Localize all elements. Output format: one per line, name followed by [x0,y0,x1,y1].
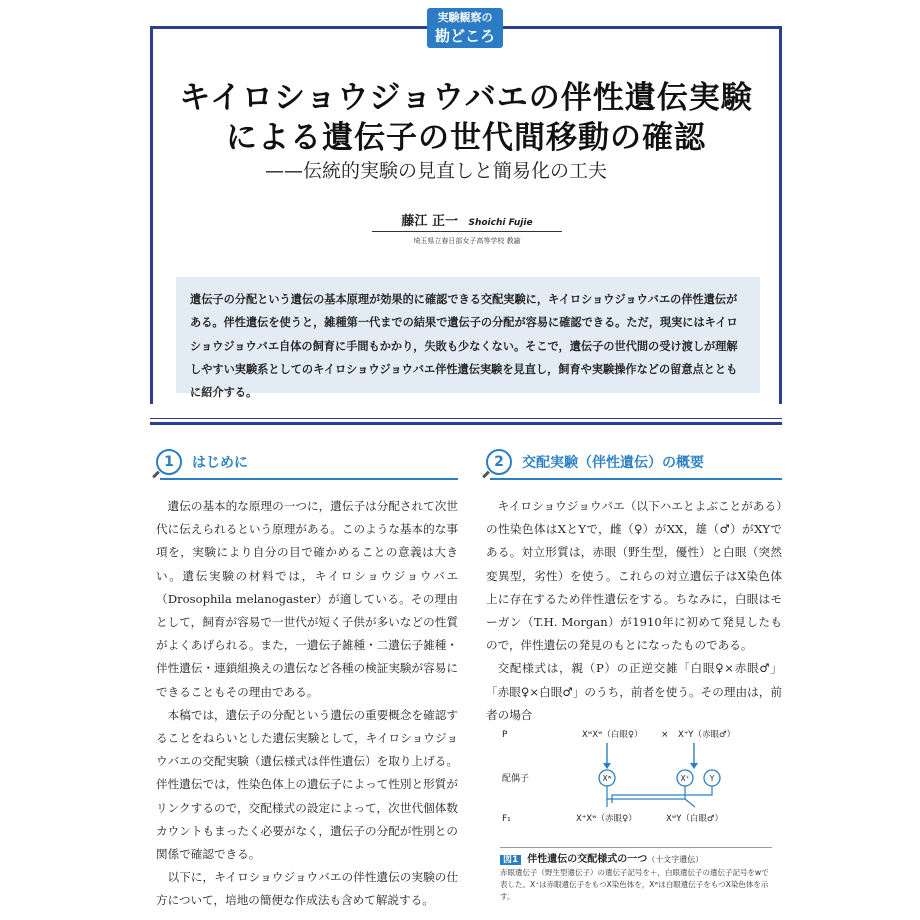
figure-caption [500,850,772,865]
gamete-y-label: Y [709,774,715,783]
article-title [160,78,772,158]
figure-number: 図1 [500,855,521,865]
section1-title: はじめに [192,455,248,471]
section1-body [156,495,458,913]
author-rule [372,231,562,232]
figure-tag: （十文字遺伝） [647,855,704,864]
abstract-box: 遺伝子の分配という遺伝の基本原理が効果的に確認できる交配実験に，キイロショウジョウバエの伴性遺伝がある。伴性遺伝を使うと，雑種第一代までの結果で遺伝子の分配が容易に確認できる。ただ，現実にはキイロショウジョウバエ自体の飼育に手間もかかり，失敗も少なくない。そこで，遺伝子の世代間の受け渡しが理解しやすい実験系としてのキイロショウジョウバエ伴性遺伝実験を見直し，飼育や実験操作などの留意点とともに紹介する。 [176,277,760,393]
f1-male-link [685,799,695,807]
author-name: 藤江 正一 [401,214,458,229]
caption-rule [500,847,772,848]
badge-line1: 実験観察の [437,11,493,24]
gamete-link-right [612,786,712,803]
section-divider-thick [150,422,782,425]
author-byline [372,210,562,229]
section1-heading [156,448,248,476]
section2-number-icon: 2 [486,449,512,475]
parent-male-label: X⁺Y（赤眼♂） [678,730,736,740]
row-label-gamete: 配偶子 [502,774,530,784]
section2-paragraph-1: キイロショウジョウバエ（以下ハエとよぶことがある）の性染色体はXとYで，雌（♀）がXX，雄（♂）がXYである。対立形質は，赤眼（野生型，優性）と白眼（突然変異型，劣性）を使う。これらの対立遺伝子はX染色体上に存在するため伴性遺伝をする。ちなみに，白眼はモーガン（T.H. Morgan）が1910年に初めて発見したもので，伴性遺伝の発見のもとになったものである。 [486,499,782,653]
cross-diagram [500,723,770,833]
cross-symbol: × [661,730,669,740]
gamete-plus-label: X⁺ [680,774,690,783]
arrow-male-head [690,763,698,769]
section1-paragraph-2: 本稿では，遺伝子の分配という遺伝の重要概念を確認することをねらいとした遺伝実験として，キイロショウジョウバエの交配実験（遺伝様式は伴性遺伝）を取り上げる。伴性遺伝では，性染色体上の遺伝子によって性別と形質がリンクするので，交配様式の設定によって，次世代個体数カウントもまったく必要がなく，遺伝子の分配が性別との関係で確認できる。 [156,707,458,862]
section2-paragraph-2: 交配様式は，親（P）の正逆交雑「白眼♀×赤眼♂」「赤眼♀×白眼♂」のうち，前者を使う。その理由は，前者の場合 [486,661,782,722]
f1-female-label: X⁺Xʷ（赤眼♀） [576,814,637,824]
parent-female-label: XʷXʷ（白眼♀） [582,730,643,740]
author-romaji: Shoichi Fujie [468,218,533,228]
badge-line2: 勘どころ [434,27,495,45]
section1-underline [160,478,458,480]
gamete-link-left [607,786,685,799]
row-label-f1: F₁ [502,814,511,824]
section2-title: 交配実験（伴性遺伝）の概要 [522,455,704,471]
figure-note: 赤眼遺伝子（野生型遺伝子）の遺伝子記号を＋，白眼遺伝子の遺伝子記号をwで表した。X⁺は赤眼遺伝子をもつX染色体を，Xʷは白眼遺伝子をもつX染色体を示す。 [500,868,769,901]
row-label-p: P [502,730,508,740]
arrow-female-head [603,763,611,769]
section2-underline [490,478,782,480]
title-line1: キイロショウジョウバエの伴性遺伝実験 [179,80,753,116]
f1-male-label: XʷY（白眼♂） [666,814,724,824]
author-affiliation: 埼玉県立春日部女子高等学校 教諭 [413,237,521,245]
article-subtitle: ——伝統的実験の見直しと簡易化の工夫 [265,160,608,182]
section2-body [486,495,782,727]
series-badge [427,8,503,48]
section1-paragraph-1: 遺伝の基本的な原理の一つに，遺伝子は分配されて次世代に伝えられるという原理がある。このような基本的な事項を，実験により自分の目で確かめることの意義は大きい。遺伝実験の材料では，キイロショウジョウバエ（Drosophila melanogaster）が適している。その理由として，飼育が容易で一世代が短く子供が多いなどの性質がよくあげられる。また，一遺伝子雑種・二遺伝子雑種・伴性遺伝・連鎖組換えの遺伝など各種の検証実験が容易にできることもその理由である。 [156,499,458,699]
gamete-w-label: Xʷ [602,774,612,783]
section2-heading [486,448,704,476]
figure-title: 伴性遺伝の交配様式の一つ [527,854,648,865]
section1-number-icon: 1 [156,449,182,475]
section-divider-thin [150,418,782,419]
section1-paragraph-3: 以下に，キイロショウジョウバエの伴性遺伝の実験の仕方について，培地の簡便な作成法も含めて解説する。 [156,870,458,908]
title-line2: による遺伝子の世代間移動の確認 [226,120,706,156]
